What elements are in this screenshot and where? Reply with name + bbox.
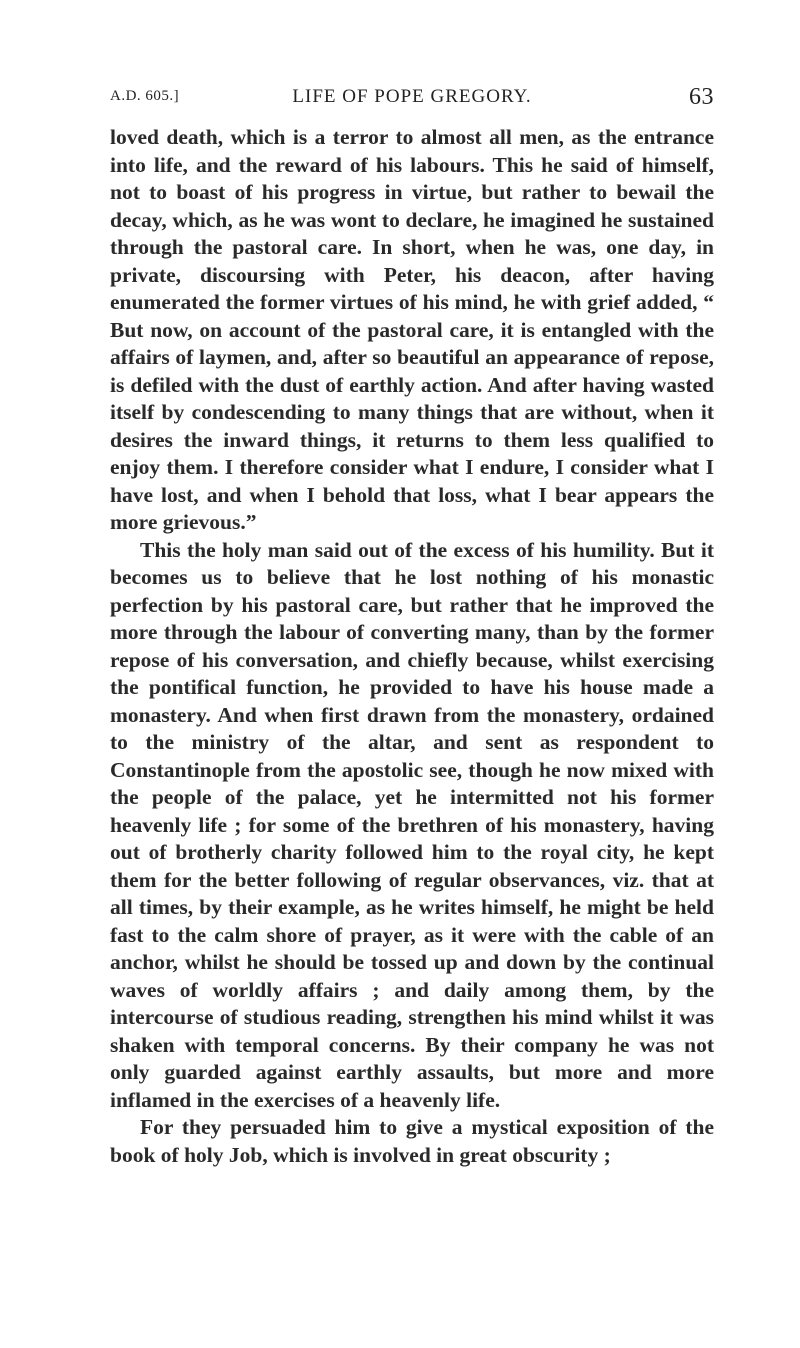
body-text (110, 124, 714, 1169)
header-date: A.D. 605.] (110, 88, 180, 104)
paragraph-3: For they persuaded him to give a mystical exposition of the book of holy Job, which is involved in great obscurity ; (110, 1115, 714, 1167)
paragraph-2: This the holy man said out of the excess of his humility. But it becomes us to believe that he lost nothing of his monastic perfection by his pastoral care, but rather that he improved the more through the labour of converting many, than by the former repose of his conversation, and chiefly because, whilst exercising the pontifical function, he provided to have his house made a monastery. And when first drawn from the monastery, ordained to the ministry of the altar, and sent as respondent to Constantinople from the apostolic see, though he now mixed with the people of the palace, yet he intermitted not his former heavenly life ; for some of the brethren of his monastery, having out of brotherly charity followed him to the royal city, he kept them for the better following of regular observances, viz. that at all times, by their example, as he writes himself, he might be held fast to the calm shore of prayer, as it were with the cable of an anchor, whilst he should be tossed up and down by the continual waves of worldly affairs ; and daily among them, by the intercourse of studious reading, strengthen his mind whilst it was shaken with temporal concerns. By their company he was not only guarded against earthly assaults, but more and more inflamed in the exercises of a heavenly life. (110, 537, 714, 1112)
paragraph-1: loved death, which is a terror to almost all men, as the entrance into life, and the reward of his labours. This he said of himself, not to boast of his progress in virtue, but rather to bewail the decay, which, as he was wont to declare, he imagined he sustained through the pastoral care. In short, when he was, one day, in private, discoursing with Peter, his deacon, after having enumerated the former virtues of his mind, he with grief added, “ But now, on account of the pastoral care, it is entangled with the affairs of laymen, and, after so beautiful an appearance of repose, is defiled with the dust of earthly action. And after having wasted itself by condescending to many things that are without, when it desires the inward things, it returns to them less qualified to enjoy them. I therefore consider what I endure, I consider what I have lost, and when I behold that loss, what I bear appears the more grievous.” (110, 125, 714, 534)
header-title: LIFE OF POPE GREGORY. (292, 86, 532, 107)
running-head (110, 84, 714, 114)
page-number: 63 (689, 84, 714, 110)
